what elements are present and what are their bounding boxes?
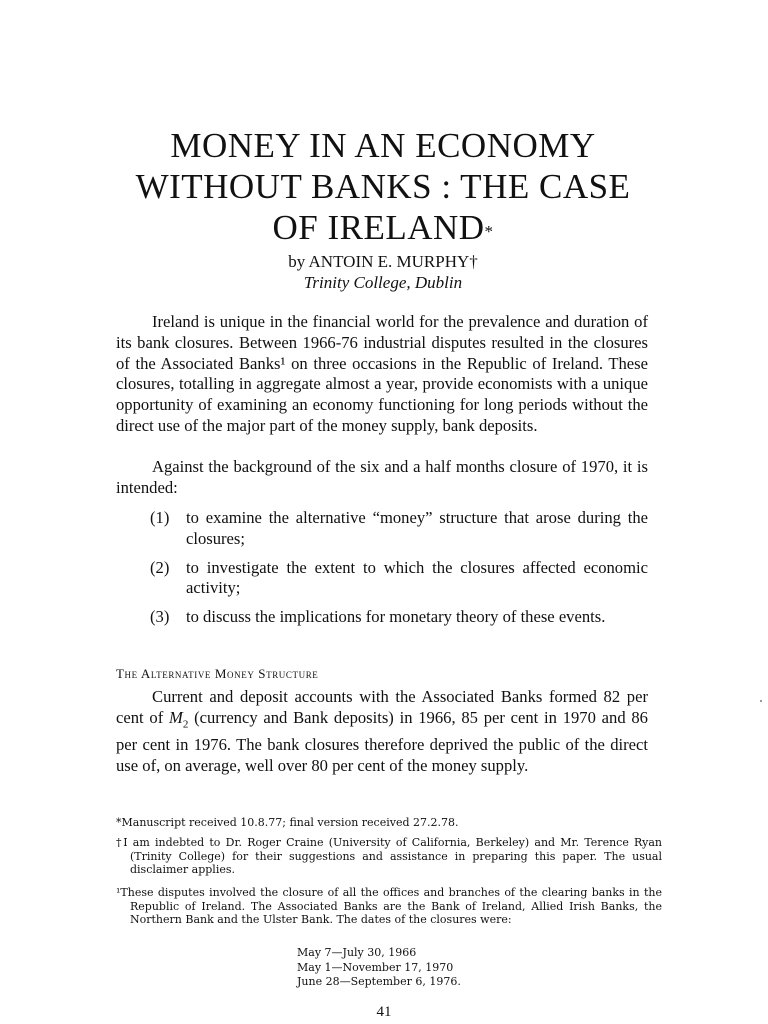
paragraph-money-structure (116, 687, 648, 777)
aims-list (116, 508, 648, 636)
footnote-manuscript: *Manuscript received 10.8.77; final version received 27.2.78. (116, 816, 459, 829)
p3-text-before: Current and deposit accounts with the Associated Banks formed 82 per cent of (116, 687, 648, 727)
closure-date-1966: May 7—July 30, 1966 (297, 946, 417, 959)
list-item-text: to examine the alternative “money” structure that arose during the closures; (186, 508, 648, 548)
footnote-closures: ¹These disputes involved the closure of all the offices and branches of the clearing banks in the Republic of Ireland. The Associated Banks are the Bank of Ireland, Allied Irish Banks, the Northern Bank and the Ulster Bank. The dates of the closures were: (116, 886, 662, 927)
scan-speck (760, 700, 762, 702)
list-item (116, 508, 648, 550)
paragraph-intro: Ireland is unique in the financial world for the prevalence and duration of its bank closures. Between 1966-76 industrial disputes resulted in the closures of the Associated Banks¹ on three occasions in the Republic of Ireland. These closures, totalling in aggregate almost a year, provide economists with a unique opportunity of examining an economy functioning for long periods without the direct use of the major part of the money supply, bank deposits. (116, 312, 648, 435)
list-item (116, 607, 648, 628)
title-footnote-mark: * (484, 222, 494, 241)
title-line-1: MONEY IN AN ECONOMY (170, 126, 596, 165)
page-number: 41 (376, 1004, 392, 1020)
m2-symbol: M (168, 707, 183, 727)
closure-dates (297, 946, 461, 990)
list-item (116, 558, 648, 600)
title-line-2: WITHOUT BANKS : THE CASE (135, 167, 631, 206)
list-item-number: (2) (150, 557, 170, 577)
title-line-3 (100, 207, 666, 248)
m2-subscript: 2 (182, 718, 189, 731)
paragraph-aims: Against the background of the six and a half months closure of 1970, it is intended: (116, 457, 648, 497)
list-item-text: to investigate the extent to which the closures affected economic activity; (186, 557, 648, 598)
author-line: by ANTOIN E. MURPHY† (288, 252, 478, 271)
closure-date-1976: June 28—September 6, 1976. (297, 975, 461, 988)
paper-title (100, 125, 666, 248)
list-item-text: to discuss the implications for monetary theory of these events. (186, 607, 606, 627)
list-item-number: (1) (150, 508, 170, 527)
footnote-acknowledgement: †I am indebted to Dr. Roger Craine (University of California, Berkeley) and Mr. Terence Ryan (Trinity College) for their suggestions and assistance in preparing this paper. The usual disclaimer applies. (116, 836, 662, 877)
section-heading: The Alternative Money Structure (116, 666, 319, 681)
author-affiliation: Trinity College, Dublin (303, 273, 463, 292)
list-item-number: (3) (150, 607, 170, 627)
closure-date-1970: May 1—November 17, 1970 (297, 960, 454, 974)
p3-text-after: (currency and Bank deposits) in 1966, 85 per cent in 1970 and 86 per cent in 1976. The bank closures therefore deprived the public of the direct use of, on average, well over 80 per cent of the money supply. (116, 707, 648, 775)
title-line-3-text: OF IRELAND (272, 208, 485, 247)
